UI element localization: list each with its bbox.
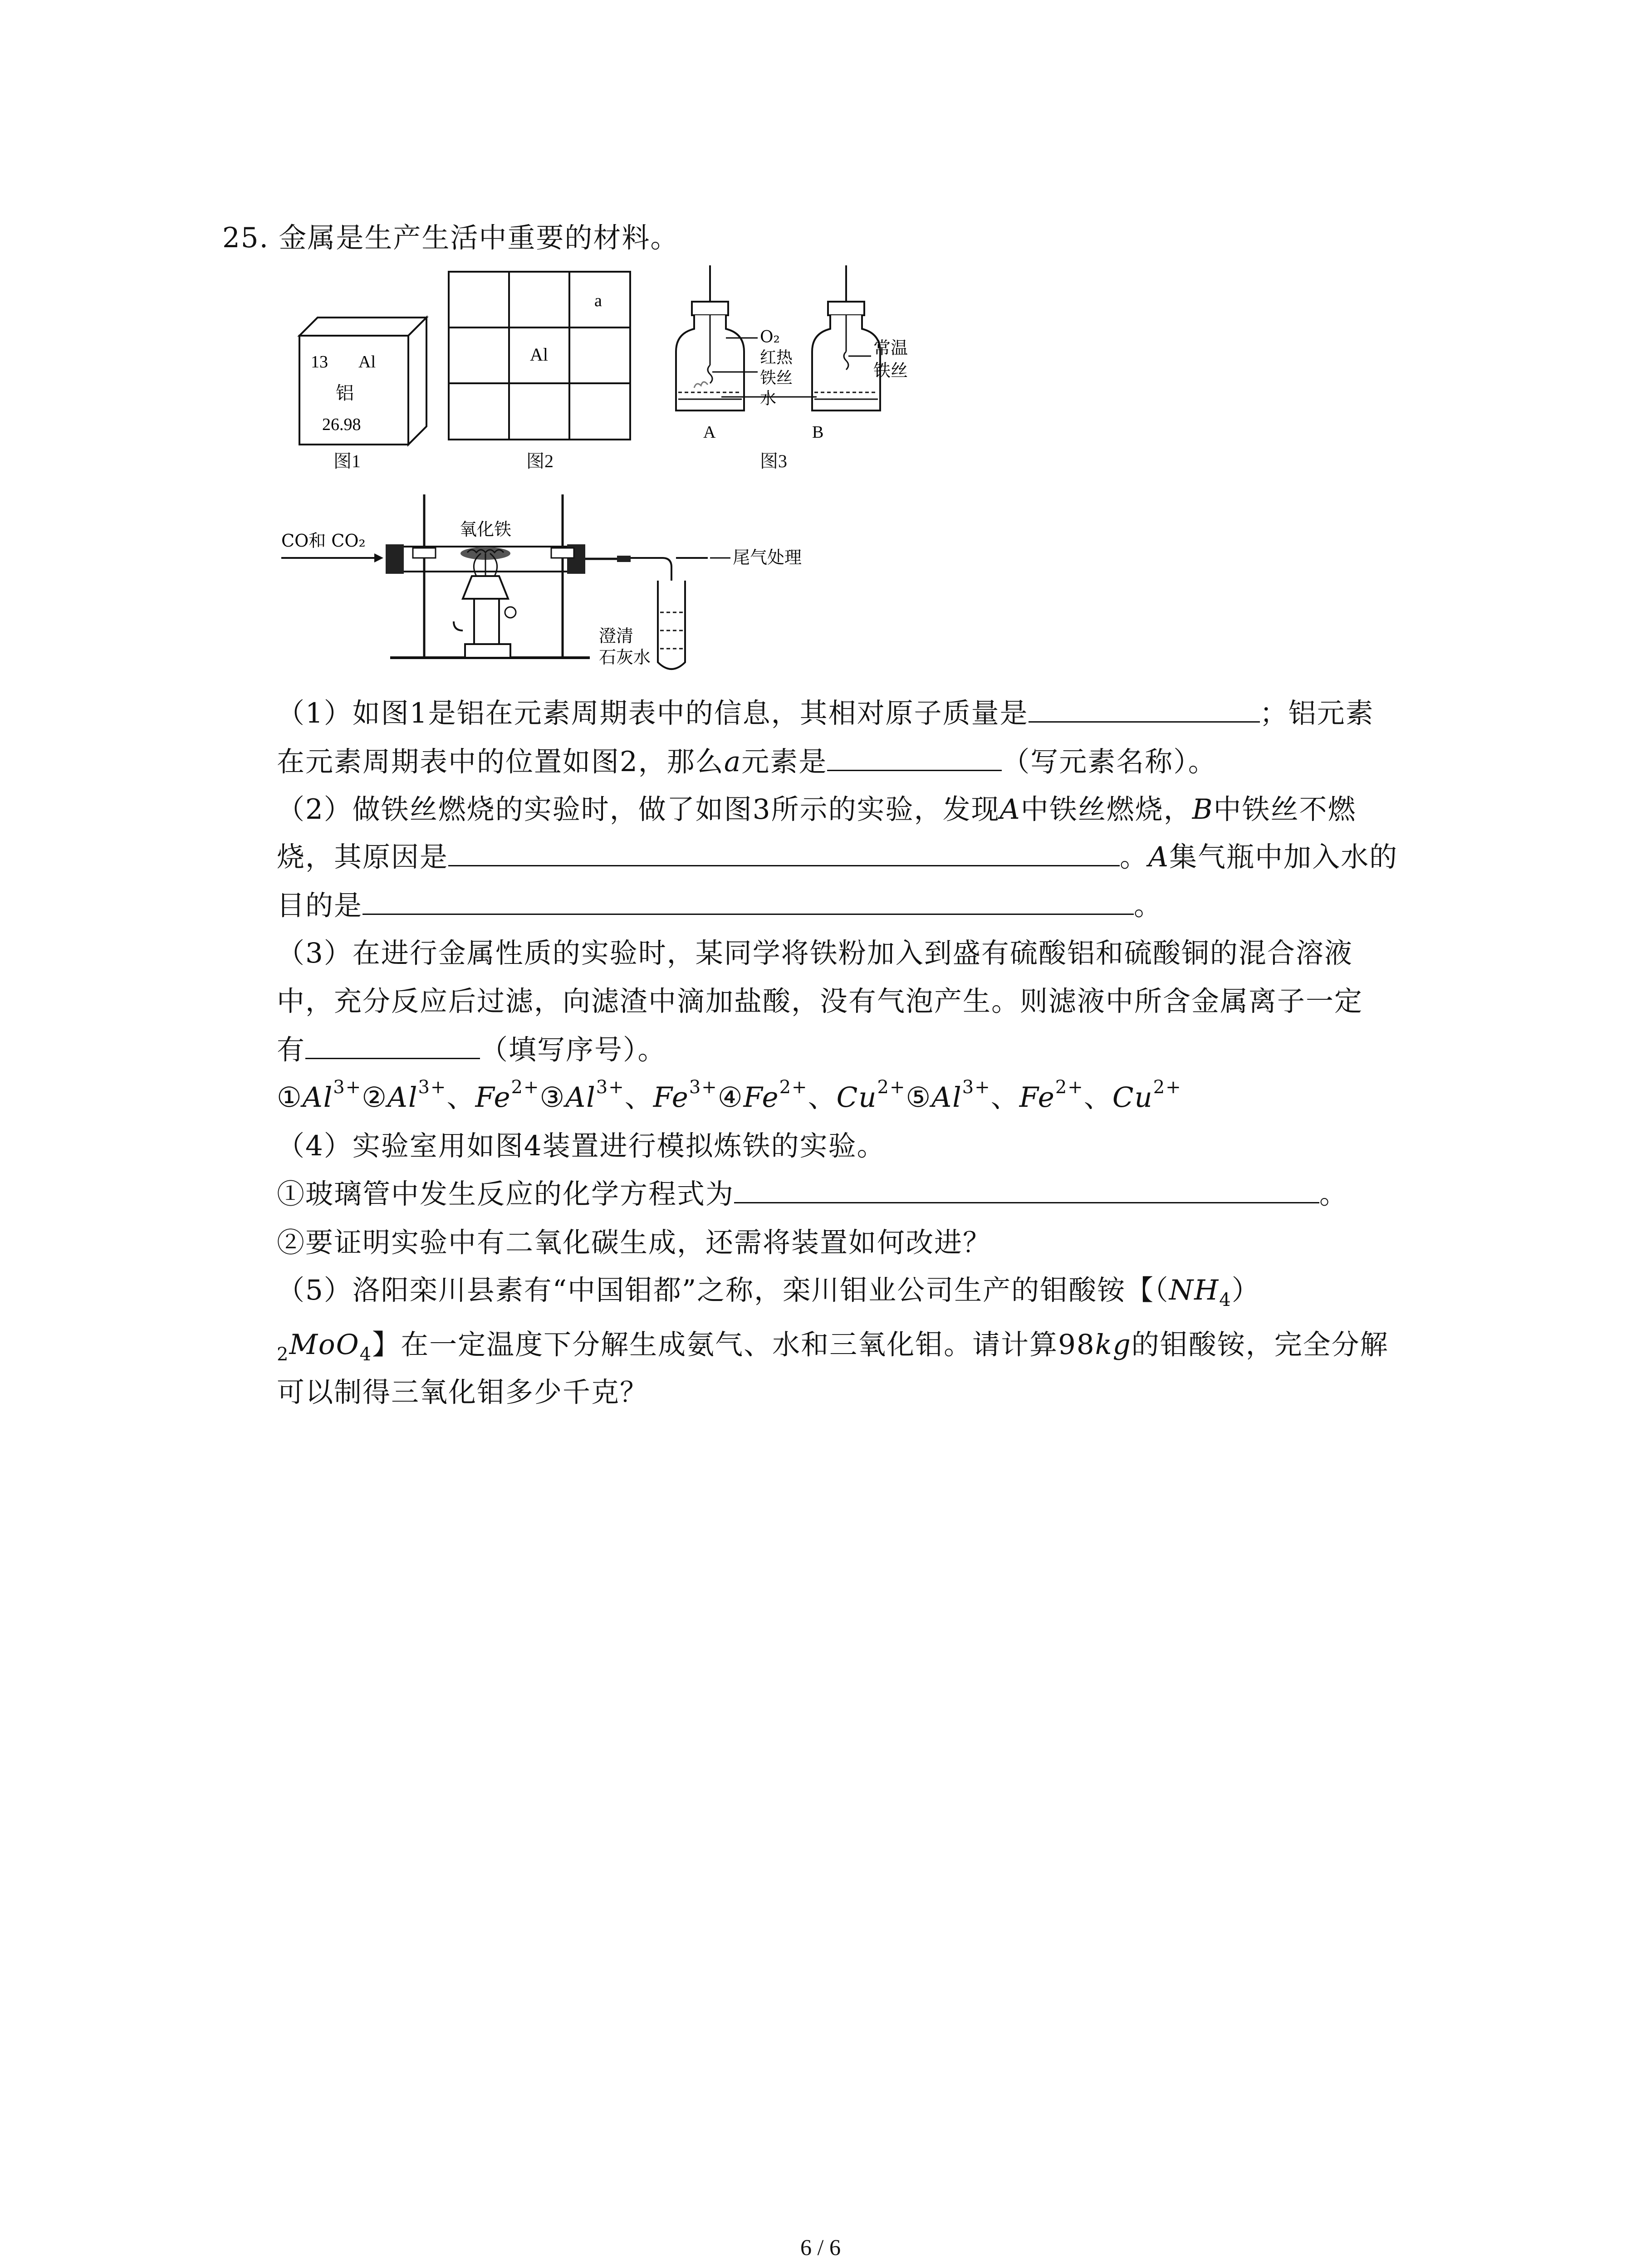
part-1-text-d: 元素是 [741, 746, 828, 778]
figure-1-element-tile [290, 308, 440, 481]
label-normal-temp: 常温 [873, 338, 908, 358]
part-4-line-1: （4）实验室用如图4装置进行模拟炼铁的实验。 [277, 1130, 886, 1162]
answer-blank-purpose[interactable] [362, 888, 1134, 915]
variable-B: B [1192, 793, 1214, 826]
figure-3-caption: 图3 [760, 451, 787, 471]
part-3-text-c: 有 [277, 1034, 306, 1066]
part-4-text-c: 。 [1319, 1178, 1348, 1210]
question-stem: 金属是生产生活中重要的材料。 [279, 222, 679, 254]
figure-3-gas-jars [667, 265, 930, 460]
grid-cell-al: Al [530, 344, 548, 365]
label-tail-gas: 尾气处理 [733, 547, 802, 567]
formula-moo: MoO [289, 1329, 360, 1361]
answer-blank-ions[interactable] [305, 1032, 480, 1059]
page-number: 6 / 6 [800, 2234, 841, 2260]
label-o2: O₂ [760, 328, 780, 347]
part-2-text-g: 目的是 [277, 890, 363, 922]
element-name: 铝 [336, 383, 354, 404]
question-number: 25. [222, 222, 269, 254]
variable-a: a [724, 746, 742, 778]
part-2-text-f: 集气瓶中加入水的 [1169, 841, 1398, 873]
part-1-text-b: ；铝元素 [1259, 697, 1374, 729]
part-3-line-1: （3）在进行金属性质的实验时，某同学将铁粉加入到盛有硫酸铝和硫酸铜的混合溶液 [277, 937, 1353, 969]
element-symbol: Al [358, 352, 376, 371]
label-limewater: 石灰水 [599, 647, 651, 667]
formula-subscript-2: 2 [277, 1344, 289, 1365]
part-5-line-1: （5）洛阳栾川县素有“中国钼都”之称，栾川钼业公司生产的钼酸铵【$(NH_4)$ [277, 1274, 1260, 1310]
figure-2-periodic-grid [447, 270, 633, 442]
option-1: ① [277, 1081, 303, 1114]
grid-cell-a: a [594, 291, 602, 310]
question-header [222, 220, 679, 256]
part-5-text-c: 】在一定温度下分解生成氨气、水和三氧化钼。请计算98 [372, 1329, 1095, 1361]
answer-blank-element-name[interactable] [827, 744, 1002, 771]
figure-4-ironmaking-apparatus [272, 494, 876, 685]
option-2: ② [362, 1081, 387, 1114]
figure-2-caption: 图2 [526, 451, 554, 471]
part-2-line-2 [277, 839, 1398, 875]
part-2-text-b: 中铁丝燃烧， [1020, 793, 1192, 826]
label-water: 水 [760, 389, 777, 408]
option-4: ④ [717, 1081, 744, 1114]
label-jar-b: B [812, 423, 824, 442]
unit-kg: kg [1095, 1329, 1132, 1361]
part-3-text-d: （填写序号）。 [480, 1034, 666, 1066]
part-5-text-a: （5）洛阳栾川县素有“中国钼都”之称，栾川钼业公司生产的钼酸铵【（ [277, 1274, 1169, 1306]
part-5-text-b: ） [1231, 1274, 1260, 1306]
option-5: ⑤ [906, 1081, 932, 1114]
part-3-line-3 [277, 1032, 666, 1068]
label-redhot: 红热 [760, 348, 793, 367]
part-1-text-c: 在元素周期表中的位置如图2，那么 [277, 746, 724, 778]
answer-blank-reason[interactable] [448, 840, 1120, 866]
label-jar-a: A [703, 423, 716, 442]
label-gas-inlet: CO和 CO₂ [281, 531, 366, 551]
part-1-line-1 [277, 695, 1374, 732]
part-4-text-b: ①玻璃管中发生反应的化学方程式为 [277, 1178, 735, 1210]
part-5-line-3: 可以制得三氧化钼多少千克？ [277, 1376, 649, 1408]
part-2-line-3 [277, 888, 1162, 924]
part-3-line-2: 中，充分反应后过滤，向滤渣中滴加盐酸，没有气泡产生。则滤液中所含金属离子一定 [277, 985, 1363, 1017]
variable-A-2: A [1148, 841, 1170, 873]
option-3: ③ [539, 1081, 566, 1114]
part-2-text-a: （2）做铁丝燃烧的实验时，做了如图3所示的实验，发现 [277, 793, 1000, 826]
part-2-text-e: 。 [1120, 841, 1149, 873]
variable-A: A [999, 793, 1021, 826]
label-wire-b: 铁丝 [873, 361, 908, 381]
formula-nh: NH [1169, 1274, 1220, 1306]
ion-options: $①Al^{3+}②Al^{3+}$、$Fe^{2+}③Al^{3+}$、$Fe^{3+}④Fe^{2+}$、$Cu^{2+}⑤Al^{3+}$、$Fe^{2+}$、$Cu^{2+}$ [277, 1077, 1182, 1114]
part-2-text-d: 烧，其原因是 [277, 841, 449, 873]
part-1-text-a: （1）如图1是铝在元素周期表中的信息，其相对原子质量是 [277, 697, 1029, 729]
part-2-line-1 [277, 792, 1357, 828]
figure-1-caption: 图1 [333, 451, 361, 471]
part-4-line-2 [277, 1176, 1348, 1212]
part-1-line-2 [277, 744, 1217, 780]
label-iron-oxide: 氧化铁 [459, 519, 512, 539]
answer-blank-equation[interactable] [734, 1177, 1319, 1203]
element-number: 13 [311, 352, 328, 371]
part-5-text-d: 的钼酸铵，完全分解 [1131, 1329, 1389, 1361]
part-4-line-3: ②要证明实验中有二氧化碳生成，还需将装置如何改进？ [277, 1227, 992, 1259]
part-2-text-h: 。 [1134, 890, 1163, 922]
label-wire: 铁丝 [760, 369, 793, 387]
part-2-text-c: 中铁丝不燃 [1213, 793, 1357, 826]
part-1-text-e: （写元素名称）。 [1002, 746, 1217, 778]
element-mass: 26.98 [322, 415, 361, 434]
part-5-line-2: $_2$MoO$_4$】在一定温度下分解生成氨气、水和三氧化钼。请计算98kg的钼酸铵，完全分解 [277, 1329, 1389, 1365]
label-clear: 澄清 [599, 626, 634, 646]
answer-blank-atomic-mass[interactable] [1029, 696, 1260, 723]
